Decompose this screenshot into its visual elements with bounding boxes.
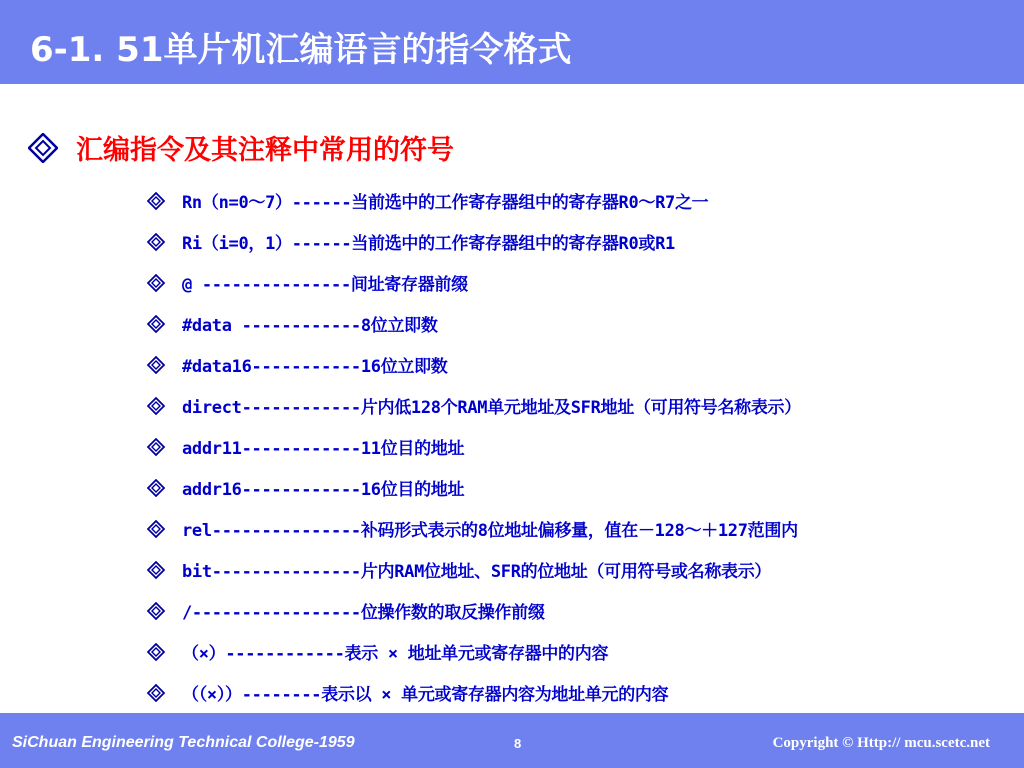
list-item (147, 467, 1007, 508)
list-item (147, 426, 1007, 467)
list-item (147, 262, 1007, 303)
diamond-bullet-icon (147, 602, 165, 620)
list-item (147, 590, 1007, 631)
diamond-bullet-icon (147, 356, 165, 374)
list-item-text: addr11------------11位目的地址 (182, 439, 465, 459)
list-item-text: Rn（n=0～7）------当前选中的工作寄存器组中的寄存器R0～R7之一 (182, 193, 709, 213)
list-item (147, 385, 1007, 426)
list-item-text: #data ------------8位立即数 (182, 316, 438, 336)
list-item (147, 549, 1007, 590)
list-item (147, 672, 1007, 713)
list-item (147, 631, 1007, 672)
diamond-bullet-icon (147, 438, 165, 456)
page-number: 8 (514, 736, 522, 751)
diamond-bullet-icon (147, 233, 165, 251)
list-item-text: addr16------------16位目的地址 (182, 480, 465, 500)
symbol-list (147, 180, 1007, 713)
footer-bar (0, 713, 1024, 768)
footer-copyright: Copyright © Http:// mcu.scetc.net (772, 735, 990, 751)
list-item-text: direct------------片内低128个RAM单元地址及SFR地址（可用符号名称表示） (182, 398, 801, 418)
diamond-bullet-icon (147, 192, 165, 210)
list-item-text: #data16-----------16位立即数 (182, 357, 448, 377)
diamond-bullet-icon (147, 561, 165, 579)
diamond-bullet-icon (147, 315, 165, 333)
diamond-bullet-icon (28, 133, 58, 163)
list-item-text: rel---------------补码形式表示的8位地址偏移量，值在－128～＋127范围内 (182, 521, 798, 541)
list-item-text: （×）------------表示 × 地址单元或寄存器中的内容 (182, 644, 609, 664)
diamond-bullet-icon (147, 274, 165, 292)
footer-college-name: SiChuan Engineering Technical College-1959 (12, 734, 355, 751)
list-item (147, 180, 1007, 221)
section-heading: 汇编指令及其注释中常用的符号 (76, 135, 454, 166)
list-item (147, 303, 1007, 344)
list-item (147, 221, 1007, 262)
list-item-text: /-----------------位操作数的取反操作前缀 (182, 603, 545, 623)
list-item (147, 344, 1007, 385)
list-item-text: bit---------------片内RAM位地址、SFR的位地址（可用符号或名称表示） (182, 562, 772, 582)
list-item-text: @ ---------------间址寄存器前缀 (182, 275, 468, 295)
slide-title: 6-1. 51单片机汇编语言的指令格式 (30, 30, 572, 70)
diamond-bullet-icon (147, 397, 165, 415)
list-item-text: （（×））--------表示以 × 单元或寄存器内容为地址单元的内容 (182, 685, 669, 705)
diamond-bullet-icon (147, 684, 165, 702)
section-heading-row (28, 128, 454, 167)
diamond-bullet-icon (147, 520, 165, 538)
list-item-text: Ri（i=0，1）------当前选中的工作寄存器组中的寄存器R0或R1 (182, 234, 675, 254)
diamond-bullet-icon (147, 479, 165, 497)
diamond-bullet-icon (147, 643, 165, 661)
title-bar (0, 0, 1024, 84)
list-item (147, 508, 1007, 549)
